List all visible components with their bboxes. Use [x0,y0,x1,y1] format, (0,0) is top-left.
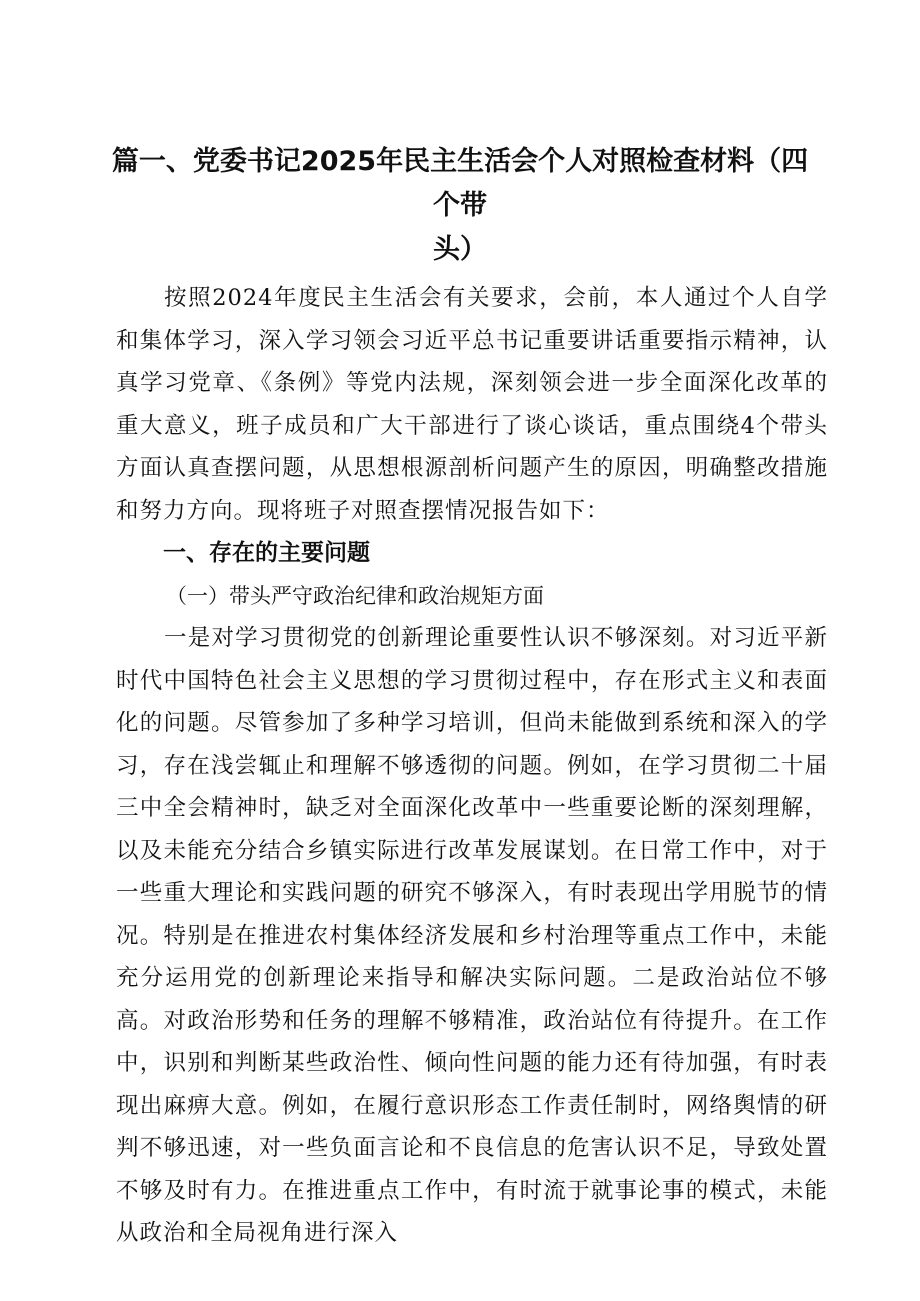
title-line-1: 篇一、党委书记2025年民主生活会个人对照检查材料（四个带 [111,146,809,221]
document-title [110,140,810,272]
title-line-2: 头） [433,234,487,265]
intro-paragraph: 按照2024年度民主生活会有关要求，会前，本人通过个人自学和集体学习，深入学习领会习近平总书记重要讲话重要指示精神，认真学习党章、《条例》等党内法规，深刻领会进一步全面深化改革的重大意义，班子成员和广大干部进行了谈心谈话，重点围绕4个带头方面认真查摆问题，从思想根源剖析问题产生的原因，明确整改措施和努力方向。现将班子对照查摆情况报告如下： [116,285,828,524]
section-heading: 一、存在的主要问题 [163,540,370,566]
section-paragraph: 一是对学习贯彻党的创新理论重要性认识不够深刻。对习近平新时代中国特色社会主义思想的学习贯彻过程中，存在形式主义和表面化的问题。尽管参加了多种学习培训，但尚未能做到系统和深入的学习，存在浅尝辄止和理解不够透彻的问题。例如，在学习贯彻二十届三中全会精神时，缺乏对全面深化改革中一些重要论断的深刻理解，以及未能充分结合乡镇实际进行改革发展谋划。在日常工作中，对于一些重大理论和实践问题的研究不够深入，有时表现出学用脱节的情况。特别是在推进农村集体经济发展和乡村治理等重点工作中，未能充分运用党的创新理论来指导和解决实际问题。二是政治站位不够高。对政治形势和任务的理解不够精准，政治站位有待提升。在工作中，识别和判断某些政治性、倾向性问题的能力还有待加强，有时表现出麻痹大意。例如，在履行意识形态工作责任制时，网络舆情的研判不够迅速，对一些负面言论和不良信息的危害认识不足，导致处置不够及时有力。在推进重点工作中，有时流于就事论事的模式，未能从政治和全局视角进行深入 [116,625,828,1246]
subsection-heading: （一）带头严守政治纪律和政治规矩方面 [166,584,544,608]
